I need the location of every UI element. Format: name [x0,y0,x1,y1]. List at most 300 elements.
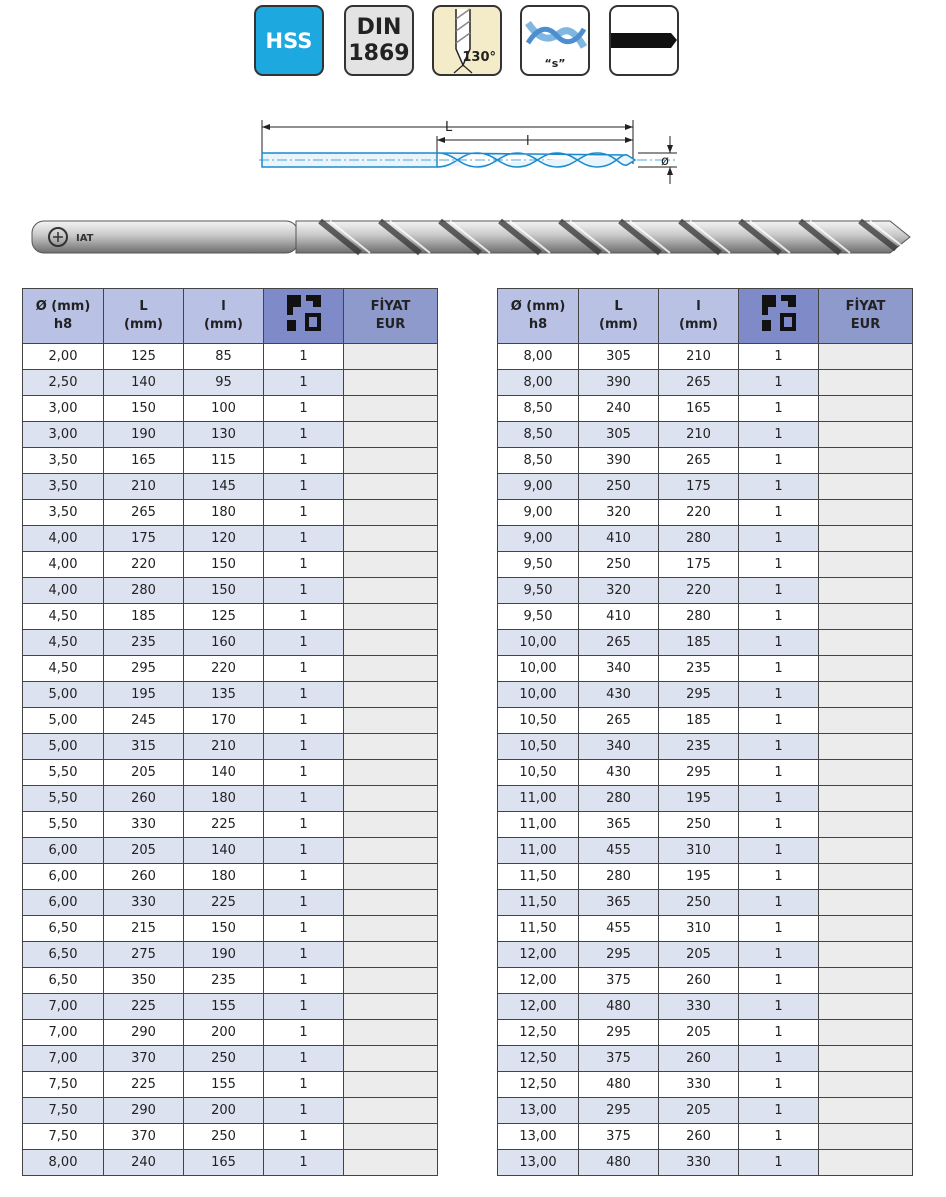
quantity-cell: 1 [739,1046,819,1072]
table-row [23,708,438,734]
length-cell: 210 [104,474,184,500]
length-cell: 280 [579,786,659,812]
length-cell: 375 [579,1046,659,1072]
length-cell: 235 [104,630,184,656]
diameter-cell: 4,00 [23,552,104,578]
table-row [498,422,913,448]
length-cell: 240 [104,1150,184,1176]
flute-length-cell: 185 [659,630,739,656]
table-row [23,760,438,786]
price-cell[interactable] [344,734,438,760]
length-cell: 365 [579,812,659,838]
straight-shank-icon [611,7,677,74]
table-row [23,396,438,422]
length-cell: 295 [104,656,184,682]
diameter-cell: 8,00 [498,370,579,396]
din-number: 1869 [348,40,410,66]
length-cell: 410 [579,526,659,552]
quantity-cell: 1 [739,734,819,760]
flute-length-cell: 210 [659,422,739,448]
diameter-cell: 5,50 [23,786,104,812]
length-cell: 340 [579,734,659,760]
flute-length-cell: 165 [184,1150,264,1176]
quantity-cell: 1 [739,604,819,630]
price-cell[interactable] [819,1020,913,1046]
quantity-cell: 1 [264,396,344,422]
flute-length-cell: 100 [184,396,264,422]
price-header: FİYAT EUR [819,289,913,344]
length-cell: 250 [579,474,659,500]
diameter-cell: 7,50 [23,1072,104,1098]
diameter-cell: 10,00 [498,656,579,682]
quantity-cell: 1 [739,656,819,682]
length-cell: 290 [104,1098,184,1124]
price-cell[interactable] [819,890,913,916]
quantity-cell: 1 [264,552,344,578]
diameter-header: Ø (mm) h8 [23,289,104,344]
diameter-cell: 11,00 [498,838,579,864]
length-cell: 250 [579,552,659,578]
quantity-cell: 1 [739,968,819,994]
package-quantity-header [264,289,344,344]
price-cell[interactable] [344,1150,438,1176]
flute-length-cell: 140 [184,760,264,786]
table-row [23,1124,438,1150]
quantity-cell: 1 [264,578,344,604]
price-cell[interactable] [344,682,438,708]
flute-length-cell: 150 [184,916,264,942]
diameter-cell: 4,00 [23,578,104,604]
quantity-cell: 1 [264,708,344,734]
diameter-cell: 7,00 [23,994,104,1020]
table-row [23,526,438,552]
quantity-cell: 1 [264,760,344,786]
quantity-cell: 1 [264,864,344,890]
quantity-cell: 1 [739,1098,819,1124]
package-quantity-icon [759,292,799,334]
flute-length-cell: 115 [184,448,264,474]
table-row [498,630,913,656]
quantity-cell: 1 [264,474,344,500]
flute-length-cell: 250 [659,812,739,838]
length-cell: 375 [579,968,659,994]
flute-length-cell: 280 [659,526,739,552]
length-cell: 370 [104,1046,184,1072]
diameter-cell: 8,00 [498,344,579,370]
quantity-cell: 1 [264,1072,344,1098]
package-quantity-icon [284,292,324,334]
flute-length-cell: 205 [659,1020,739,1046]
flute-length-cell: 160 [184,630,264,656]
flute-length-cell: 280 [659,604,739,630]
flute-length-cell: 265 [659,370,739,396]
diameter-cell: 11,50 [498,890,579,916]
diameter-cell: 7,00 [23,1046,104,1072]
length-cell: 305 [579,422,659,448]
price-cell[interactable] [344,1072,438,1098]
table-row [23,578,438,604]
length-cell: 240 [579,396,659,422]
price-cell[interactable] [344,760,438,786]
flute-length-cell: 145 [184,474,264,500]
diameter-cell: 5,00 [23,708,104,734]
table-row [498,500,913,526]
flute-length-cell: 220 [184,656,264,682]
table-row [23,344,438,370]
angle-label: 130° [462,50,496,65]
quantity-cell: 1 [264,526,344,552]
length-cell: 280 [579,864,659,890]
price-cell[interactable] [344,604,438,630]
length-cell: 165 [104,448,184,474]
length-cell: 315 [104,734,184,760]
diameter-cell: 13,00 [498,1124,579,1150]
length-cell: 260 [104,786,184,812]
price-cell[interactable] [344,656,438,682]
price-cell[interactable] [344,578,438,604]
quantity-cell: 1 [739,942,819,968]
table-row [498,890,913,916]
diameter-cell: 10,50 [498,760,579,786]
table-row [498,552,913,578]
price-cell[interactable] [819,916,913,942]
length-cell: 455 [579,838,659,864]
quantity-cell: 1 [264,1150,344,1176]
diameter-cell: 9,50 [498,604,579,630]
diameter-cell: 8,00 [23,1150,104,1176]
quantity-cell: 1 [264,812,344,838]
quantity-cell: 1 [264,422,344,448]
quantity-cell: 1 [264,344,344,370]
price-cell[interactable] [344,422,438,448]
table-row [498,864,913,890]
price-cell[interactable] [819,474,913,500]
price-cell[interactable] [344,1020,438,1046]
diameter-cell: 12,00 [498,994,579,1020]
table-row [23,474,438,500]
table-header-row [498,289,913,344]
table-row [498,370,913,396]
diameter-cell: 2,00 [23,344,104,370]
length-cell: 290 [104,1020,184,1046]
price-cell[interactable] [819,786,913,812]
flute-length-cell: 195 [659,786,739,812]
quantity-cell: 1 [264,656,344,682]
quantity-cell: 1 [264,994,344,1020]
price-cell[interactable] [819,552,913,578]
table-row [23,552,438,578]
table-row [498,474,913,500]
flute-length-cell: 125 [184,604,264,630]
length-cell: 265 [579,630,659,656]
price-cell[interactable] [819,682,913,708]
flute-length-cell: 185 [659,708,739,734]
quantity-cell: 1 [264,370,344,396]
diameter-label: ø [661,154,669,169]
price-cell[interactable] [344,838,438,864]
diameter-cell: 13,00 [498,1150,579,1176]
diameter-cell: 7,00 [23,1020,104,1046]
price-cell[interactable] [344,344,438,370]
quantity-cell: 1 [739,708,819,734]
diameter-cell: 6,50 [23,916,104,942]
price-cell[interactable] [819,578,913,604]
diameter-cell: 9,50 [498,552,579,578]
package-quantity-header [739,289,819,344]
length-cell: 205 [104,838,184,864]
price-cell[interactable] [819,1072,913,1098]
flute-length-label: l [526,134,530,149]
quantity-cell: 1 [264,604,344,630]
diameter-cell: 11,50 [498,864,579,890]
spiral-flute-icon [522,11,588,61]
table-row [23,448,438,474]
price-cell[interactable] [819,760,913,786]
badge-row [254,5,686,80]
diameter-cell: 9,00 [498,526,579,552]
table-row [23,604,438,630]
price-cell[interactable] [344,474,438,500]
flute-length-cell: 250 [184,1124,264,1150]
flute-length-cell: 120 [184,526,264,552]
table-row [23,786,438,812]
diameter-cell: 9,00 [498,474,579,500]
quantity-cell: 1 [264,448,344,474]
hss-badge [254,5,324,76]
flute-length-cell: 310 [659,916,739,942]
length-cell: 375 [579,1124,659,1150]
quantity-cell: 1 [264,1046,344,1072]
price-cell[interactable] [344,812,438,838]
spec-table-right [497,288,913,1176]
flute-length-cell: 130 [184,422,264,448]
table-row [23,864,438,890]
table-row [498,942,913,968]
price-cell[interactable] [819,422,913,448]
flute-length-cell: 235 [659,656,739,682]
flute-length-cell: 210 [659,344,739,370]
length-cell: 295 [579,1098,659,1124]
flute-length-cell: 175 [659,474,739,500]
flute-length-cell: 250 [659,890,739,916]
price-cell[interactable] [819,994,913,1020]
price-cell[interactable] [819,1150,913,1176]
length-cell: 265 [104,500,184,526]
quantity-cell: 1 [739,682,819,708]
price-cell[interactable] [344,630,438,656]
table-row [498,1046,913,1072]
table-row [23,916,438,942]
length-cell: 340 [579,656,659,682]
table-row [498,708,913,734]
price-cell[interactable] [344,916,438,942]
diameter-cell: 9,00 [498,500,579,526]
diameter-cell: 7,50 [23,1124,104,1150]
table-row [498,968,913,994]
price-cell[interactable] [819,448,913,474]
flute-length-cell: 150 [184,552,264,578]
price-cell[interactable] [819,1124,913,1150]
price-cell[interactable] [819,344,913,370]
table-row [23,734,438,760]
quantity-cell: 1 [264,1020,344,1046]
flute-length-cell: 235 [659,734,739,760]
quantity-cell: 1 [264,890,344,916]
dimension-drawing [255,112,685,192]
length-cell: 370 [104,1124,184,1150]
price-cell[interactable] [344,500,438,526]
table-row [23,630,438,656]
flute-length-cell: 180 [184,786,264,812]
price-cell[interactable] [344,1098,438,1124]
price-cell[interactable] [819,526,913,552]
flute-length-cell: 260 [659,968,739,994]
flute-length-cell: 210 [184,734,264,760]
quantity-cell: 1 [264,942,344,968]
price-cell[interactable] [344,1046,438,1072]
length-cell: 205 [104,760,184,786]
price-cell[interactable] [344,864,438,890]
quantity-cell: 1 [739,1124,819,1150]
spec-table-left [22,288,438,1176]
diameter-cell: 4,50 [23,656,104,682]
table-row [498,1072,913,1098]
flute-length-cell: 295 [659,682,739,708]
flute-length-cell: 135 [184,682,264,708]
price-cell[interactable] [344,786,438,812]
price-cell[interactable] [344,994,438,1020]
price-cell[interactable] [344,708,438,734]
table-row [23,1046,438,1072]
table-row [23,500,438,526]
length-cell: 225 [104,1072,184,1098]
price-cell[interactable] [819,630,913,656]
spiral-type-badge [520,5,590,76]
quantity-cell: 1 [264,1124,344,1150]
price-cell[interactable] [819,812,913,838]
quantity-cell: 1 [264,630,344,656]
diameter-header: Ø (mm) h8 [498,289,579,344]
price-cell[interactable] [819,968,913,994]
length-cell: 320 [579,500,659,526]
length-cell: 430 [579,760,659,786]
table-row [498,396,913,422]
table-row [23,370,438,396]
price-cell[interactable] [819,1098,913,1124]
flute-length-cell: 260 [659,1124,739,1150]
flute-length-cell: 330 [659,994,739,1020]
price-cell[interactable] [344,968,438,994]
drill-photo [30,212,916,262]
flute-length-header: l (mm) [184,289,264,344]
price-cell[interactable] [819,708,913,734]
table-row [498,682,913,708]
quantity-cell: 1 [739,500,819,526]
price-cell[interactable] [344,396,438,422]
price-cell[interactable] [819,500,913,526]
quantity-cell: 1 [264,1098,344,1124]
price-cell[interactable] [819,604,913,630]
diameter-cell: 12,50 [498,1046,579,1072]
table-row [498,734,913,760]
quantity-cell: 1 [739,578,819,604]
table-row [23,838,438,864]
price-cell[interactable] [819,942,913,968]
quantity-cell: 1 [739,1072,819,1098]
flute-length-cell: 180 [184,500,264,526]
diameter-cell: 3,00 [23,422,104,448]
diameter-cell: 12,50 [498,1072,579,1098]
diameter-cell: 4,50 [23,604,104,630]
table-row [498,344,913,370]
price-cell[interactable] [819,656,913,682]
length-cell: 245 [104,708,184,734]
quantity-cell: 1 [739,812,819,838]
price-cell[interactable] [819,370,913,396]
length-cell: 430 [579,682,659,708]
flute-length-cell: 205 [659,942,739,968]
price-cell[interactable] [344,370,438,396]
table-row [23,812,438,838]
quantity-cell: 1 [739,526,819,552]
price-cell[interactable] [344,448,438,474]
quantity-cell: 1 [264,916,344,942]
length-L-label: L [445,120,453,135]
price-cell[interactable] [344,890,438,916]
table-header-row [23,289,438,344]
flute-length-cell: 265 [659,448,739,474]
diameter-cell: 11,00 [498,786,579,812]
diameter-cell: 10,00 [498,630,579,656]
length-cell: 350 [104,968,184,994]
flute-length-cell: 155 [184,994,264,1020]
quantity-cell: 1 [739,786,819,812]
length-cell: 480 [579,994,659,1020]
price-cell[interactable] [819,396,913,422]
diameter-cell: 3,50 [23,474,104,500]
price-cell[interactable] [819,864,913,890]
diameter-cell: 12,50 [498,1020,579,1046]
price-cell[interactable] [344,942,438,968]
diameter-cell: 10,50 [498,708,579,734]
flute-length-cell: 85 [184,344,264,370]
price-cell[interactable] [344,1124,438,1150]
length-cell: 365 [579,890,659,916]
price-cell[interactable] [819,734,913,760]
diameter-cell: 4,00 [23,526,104,552]
diameter-cell: 5,50 [23,812,104,838]
length-cell: 455 [579,916,659,942]
flute-length-cell: 180 [184,864,264,890]
length-cell: 410 [579,604,659,630]
length-cell: 390 [579,370,659,396]
length-cell: 330 [104,890,184,916]
length-cell: 480 [579,1072,659,1098]
quantity-cell: 1 [739,864,819,890]
price-cell[interactable] [819,838,913,864]
quantity-cell: 1 [739,396,819,422]
price-cell[interactable] [344,526,438,552]
price-cell[interactable] [819,1046,913,1072]
diameter-cell: 12,00 [498,942,579,968]
flute-length-cell: 150 [184,578,264,604]
diameter-cell: 6,00 [23,890,104,916]
flute-length-cell: 250 [184,1046,264,1072]
flute-length-cell: 170 [184,708,264,734]
price-header: FİYAT EUR [344,289,438,344]
length-cell: 220 [104,552,184,578]
price-cell[interactable] [344,552,438,578]
